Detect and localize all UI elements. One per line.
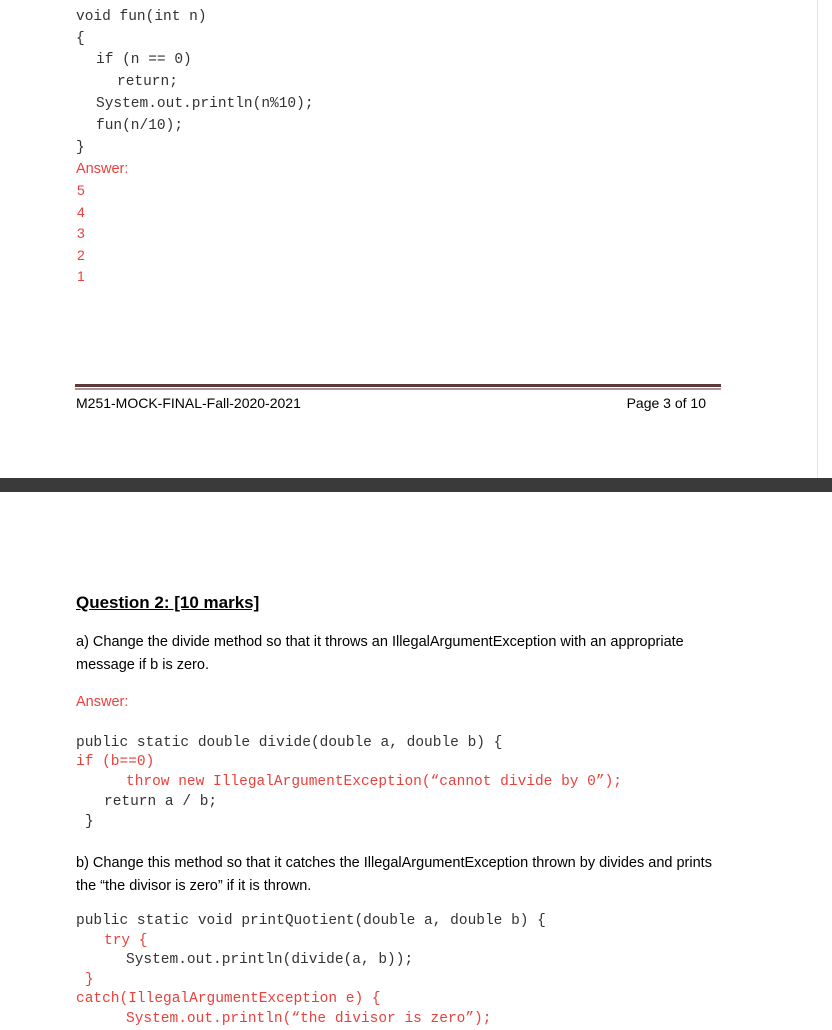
answer-value: 5: [77, 182, 85, 198]
code-line-if: if (n == 0): [96, 52, 192, 68]
divide-code-if: if (b==0): [76, 754, 155, 770]
answer-value: 1: [77, 268, 85, 284]
footer-divider-shadow: [75, 388, 721, 390]
footer-divider: [75, 384, 721, 387]
part-b-prompt: b) Change this method so that it catches the IllegalArgumentException thrown by divides and prints the “the divisor is zero” if it is thrown.: [76, 855, 712, 894]
print-quotient-catch: catch(IllegalArgumentException e) {: [76, 991, 381, 1007]
page-separator: [0, 478, 832, 492]
answer-value: 3: [77, 225, 85, 241]
vertical-scrollbar[interactable]: [817, 0, 832, 478]
footer-doc-id: M251-MOCK-FINAL-Fall-2020-2021: [76, 395, 301, 411]
answer-value: 2: [77, 247, 85, 263]
question-title: Question 2: [10 marks]: [76, 593, 260, 612]
part-a-answer-label: Answer:: [76, 694, 129, 710]
answer-label: Answer:: [76, 161, 129, 177]
print-quotient-error-println: System.out.println(“the divisor is zero”);: [126, 1011, 492, 1027]
print-quotient-close-try: }: [85, 972, 94, 988]
code-line-signature: void fun(int n): [76, 9, 207, 25]
print-quotient-signature: public static void printQuotient(double a, double b) {: [76, 913, 546, 929]
divide-code-throw: throw new IllegalArgumentException(“cannot divide by 0”);: [126, 774, 622, 790]
code-line-println: System.out.println(n%10);: [96, 96, 314, 112]
divide-code-signature: public static double divide(double a, double b) {: [76, 735, 503, 751]
divide-code-return: return a / b;: [104, 794, 218, 810]
code-line-close-brace: }: [76, 140, 85, 156]
print-quotient-try: try {: [104, 933, 148, 949]
code-line-open-brace: {: [76, 31, 85, 47]
divide-code-close-brace: }: [85, 814, 94, 830]
part-a-prompt: a) Change the divide method so that it throws an IllegalArgumentException with an appropriate message if b is zero.: [76, 634, 684, 673]
code-line-return: return;: [117, 74, 178, 90]
answer-value: 4: [77, 204, 85, 220]
code-line-recursive-call: fun(n/10);: [96, 118, 184, 134]
document-page-3: [0, 0, 818, 478]
print-quotient-println: System.out.println(divide(a, b));: [126, 952, 414, 968]
footer-page-number: Page 3 of 10: [626, 395, 706, 411]
